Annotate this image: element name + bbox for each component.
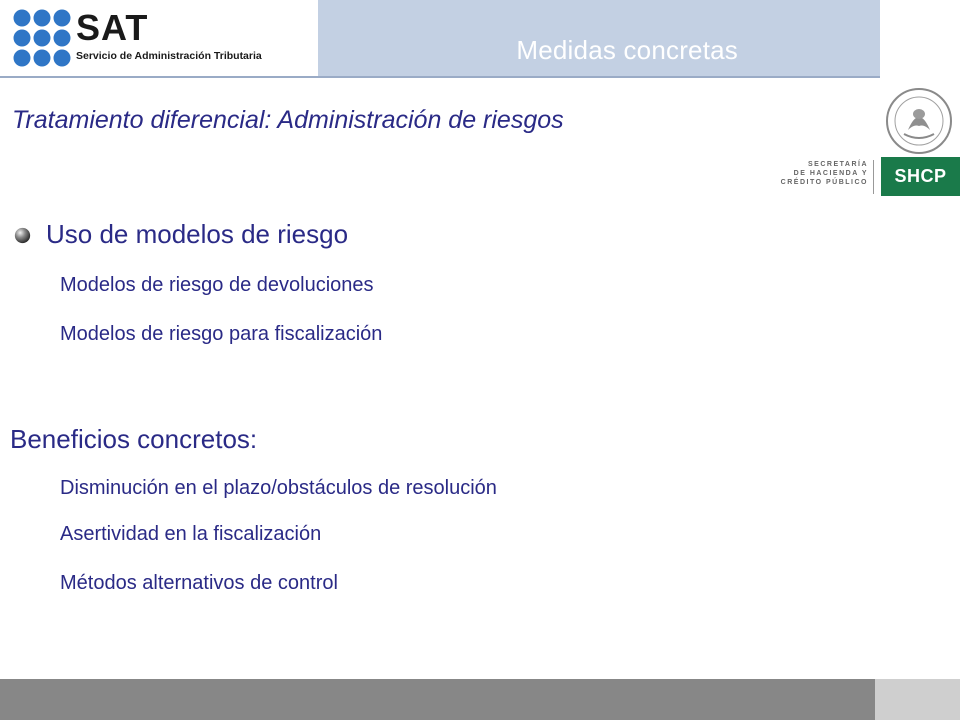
secretaria-line: CRÉDITO PÚBLICO	[780, 179, 868, 186]
list-item: Asertividad en la fiscalización	[60, 523, 322, 545]
sat-logo-subtitle: Servicio de Administración Tributaria	[76, 50, 262, 62]
page-title: Medidas concretas	[516, 35, 738, 65]
section-heading-benefits: Beneficios concretos:	[10, 424, 258, 454]
footer-accent	[875, 679, 960, 720]
sat-dots-icon	[12, 8, 72, 68]
sphere-bullet-icon	[14, 227, 31, 244]
mexican-coat-of-arms-seal-icon	[884, 86, 954, 156]
sat-logo-wordmark: SAT	[76, 7, 149, 48]
list-item: Disminución en el plazo/obstáculos de resolución	[60, 477, 497, 499]
secretaria-line: DE HACIENDA Y	[793, 170, 868, 177]
secretaria-hacienda-label	[748, 160, 868, 187]
branding-divider	[873, 160, 874, 194]
list-item: Modelos de riesgo para fiscalización	[60, 323, 383, 345]
footer-bar	[0, 679, 875, 720]
list-item: Modelos de riesgo de devoluciones	[60, 274, 374, 296]
section-heading-risk-models: Uso de modelos de riesgo	[46, 219, 349, 249]
shcp-logo: SHCP	[881, 157, 960, 196]
header-divider	[0, 76, 880, 78]
header-title-bar	[318, 0, 880, 76]
slide-subtitle: Tratamiento diferencial: Administración de riesgos	[12, 106, 564, 134]
sat-logo	[0, 0, 318, 76]
secretaria-line: SECRETARÍA	[808, 161, 868, 168]
list-item: Métodos alternativos de control	[60, 572, 338, 594]
